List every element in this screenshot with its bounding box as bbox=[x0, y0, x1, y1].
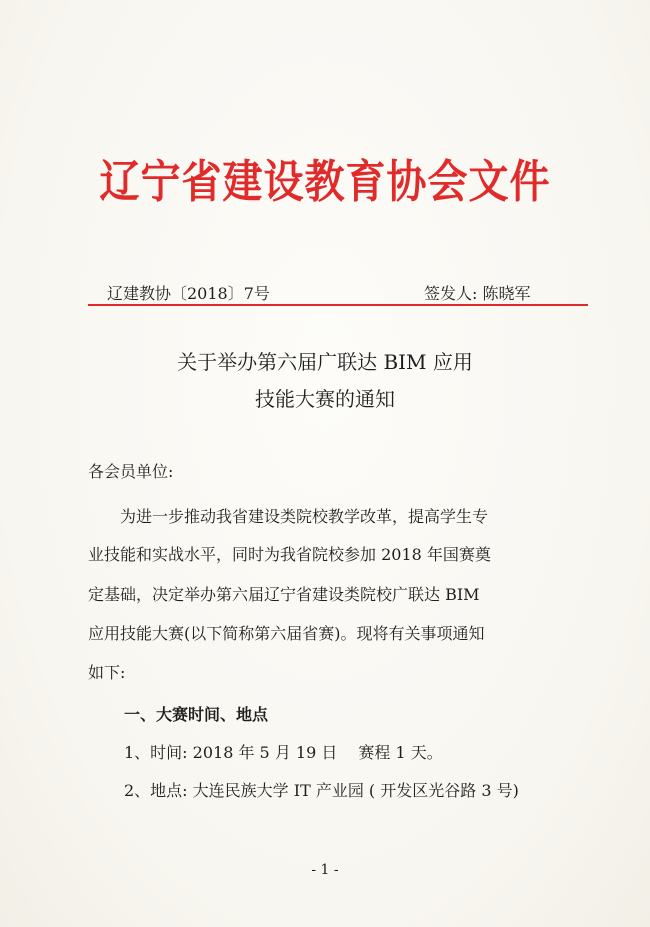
red-divider-line bbox=[88, 304, 588, 306]
paragraph-line: 如下: bbox=[88, 663, 126, 682]
salutation: 各会员单位: bbox=[88, 462, 174, 481]
paragraph-line: 应用技能大赛(以下简称第六届省赛)。现将有关事项通知 bbox=[88, 624, 485, 643]
paragraph-line: 业技能和实战水平，同时为我省院校参加 2018 年国赛奠 bbox=[88, 545, 491, 564]
location-item: 2、地点: 大连民族大学 IT 产业园 ( 开发区光谷路 3 号) bbox=[124, 781, 519, 800]
time-item: 1、时间: 2018 年 5 月 19 日 赛程 1 天。 bbox=[124, 743, 443, 762]
issuer-header-title: 辽宁省建设教育协会文件 bbox=[99, 156, 551, 209]
section-heading: 一、大赛时间、地点 bbox=[124, 705, 269, 724]
page-number: - 1 - bbox=[311, 862, 339, 878]
notice-title-line-2: 技能大赛的通知 bbox=[255, 387, 395, 411]
paragraph-line: 为进一步推动我省建设类院校教学改革，提高学生专 bbox=[88, 507, 489, 526]
notice-title-line-1: 关于举办第六届广联达 BIM 应用 bbox=[177, 350, 473, 374]
document-number: 辽建教协〔2018〕7号 bbox=[107, 284, 270, 303]
paragraph-line: 定基础，决定举办第六届辽宁省建设类院校广联达 BIM bbox=[88, 585, 480, 604]
signer-label: 签发人: 陈晓军 bbox=[424, 284, 531, 303]
